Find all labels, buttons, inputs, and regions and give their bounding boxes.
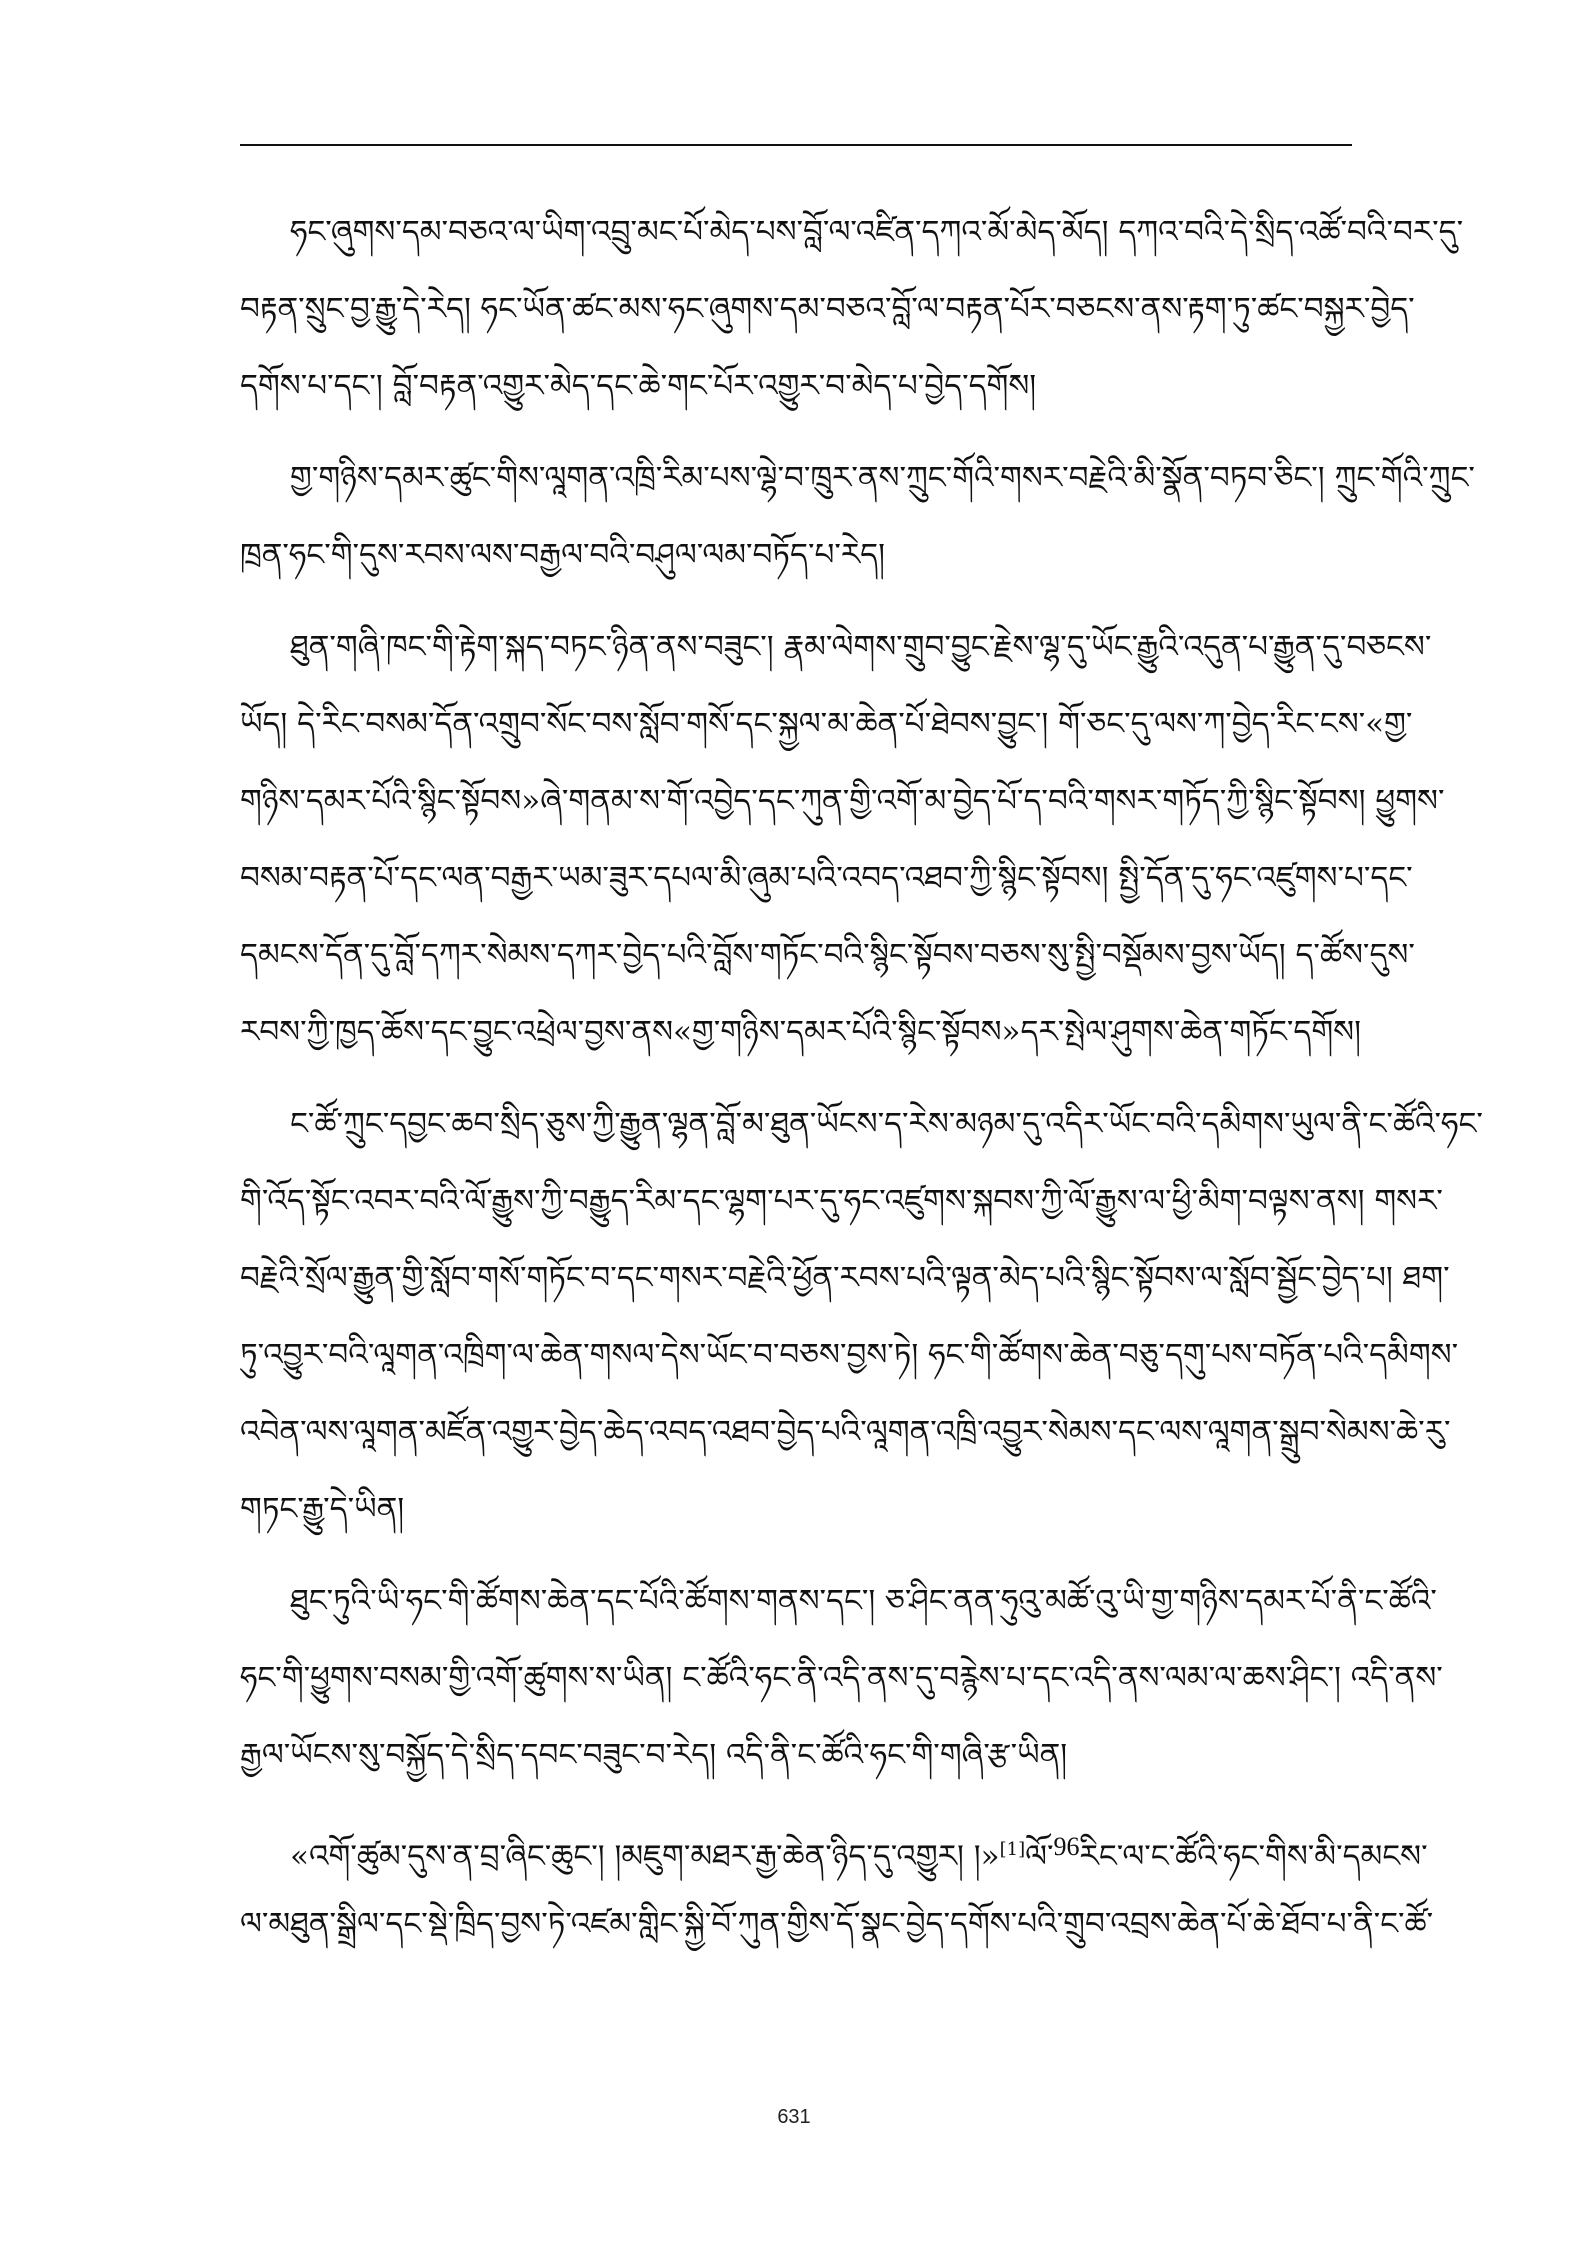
text-line: ང་ཚོ་ཀྲུང་དབྱང་ཆབ་སྲིད་ཅུས་ཀྱི་རྒྱུན་ལྷན་བློ་མ་ཐུན་ཡོངས་ད་རེས་མཉམ་དུ་འདིར་ཡོང་བའི་དམིགས་ཡུལ་ནི་ང་ཚོའི་ཧང་ — [290, 1106, 1483, 1142]
text-line: ཡོད། དེ་རིང་བསམ་དོན་འགྲུབ་སོང་བས་སློབ་གསོ་དང་སྐྱལ་མ་ཆེན་པོ་ཐེབས་བྱུང་། གོ་ཅང་དུ་ལས་ཀ་བྱེད་རིང་ངས་«གྱ་ — [240, 706, 1413, 742]
text-line: གྱ་གཉིས་དམར་ཚུང་གིས་ལཱགན་འཁྲི་རིམ་པས་ལྷེ་བ་ཁྲུར་ནས་ཀྲུང་གོའི་གསར་བརྗེའི་མི་སྣོན་བཏབ་ཅིང་། ཀྲུང་གོའི་ཀྲུང་ — [290, 460, 1475, 496]
text-line: རབས་ཀྱི་ཁྱད་ཆོས་དང་བྱུང་འཕྲེལ་བྱས་ནས«གྱ་གཉིས་དམར་པོའི་སྙིང་སྟོབས»དར་སྤེལ་ཤུགས་ཆེན་གཏོང་དགོས། — [240, 1014, 1361, 1050]
page-number: 631 — [777, 2106, 811, 2128]
text-line: བསམ་བརྟན་པོ་དང་ལན་བརྒྱར་ཡམ་ཟུར་དཔལ་མི་ཞུམ་པའི་འབད་འཐབ་ཀྱི་སྙིང་སྟོབས། སྤྱི་དོན་དུ་ཧང་འཛུགས་པ་དང་ — [240, 860, 1413, 896]
text-line-quote — [290, 1827, 1428, 1876]
text-line: བརྟན་སྲུང་བྱ་རྒྱུ་དེ་རེད། ཧང་ཡོན་ཚང་མས་ཧང་ཞུགས་དམ་བཅའ་བློ་ལ་བརྟན་པོར་བཅངས་ནས་རྟག་ཏུ་ཚང་བསྐྱར་བྱེད་ — [240, 291, 1415, 327]
text-line: ལ་མཐུན་སྒྲིལ་དང་སྡེ་ཁྲིད་བྱས་ཏེ་འཛམ་གླིང་སྐྱི་བོ་ཀུན་གྱིས་དོ་སྣང་བྱེད་དགོས་པའི་གྲུབ་འབྲས་ཆེན་པོ་ཆེ་ཐོབ་པ་ནི་ང་ཚོ་ — [240, 1906, 1434, 1942]
text-line: དགོས་པ་དང་། བློ་བརྟན་འགྱུར་མེད་དང་ཆེ་གང་པོར་འགྱུར་བ་མེད་པ་བྱེད་དགོས། — [240, 368, 1037, 404]
text-line: ཧང་གི་ཕྱུགས་བསམ་གྱི་འགོ་ཚུགས་ས་ཡིན། ང་ཚོའི་ཧང་ནི་འདི་ནས་དུ་བརྙེས་པ་དང་འདི་ནས་ལམ་ལ་ཆས་ཤིང་། འདི་ནས་ — [240, 1660, 1443, 1696]
text-line: གི་འོད་སྟོང་འབར་བའི་ལོ་རྒྱུས་ཀྱི་བརྒྱུད་རིམ་དང་ལྷག་པར་དུ་ཧང་འཛུགས་སྐབས་ཀྱི་ལོ་རྒྱུས་ལ་ཕྱི་མིག་བལྟས་ནས། གསར་ — [240, 1183, 1443, 1219]
text-line: ཧང་ཞུགས་དམ་བཅའ་ལ་ཡིག་འབྲུ་མང་པོ་མེད་པས་བློ་ལ་འཛིན་དཀའ་མོ་མེད་མོད། དཀའ་བའི་དེ་སྲིད་འཚོ་བའི་བར་དུ་ — [290, 214, 1464, 250]
year-count: 96 — [1053, 1832, 1080, 1861]
quote-after: རིང་ལ་ང་ཚོའི་ཧང་གིས་མི་དམངས་ — [1079, 1838, 1428, 1875]
text-line: གཏང་རྒྱུ་དེ་ཡིན། — [240, 1491, 405, 1527]
quote-text: «འགོ་ཚུམ་དུས་ན་བྲ་ཞིང་ཆུང་། །མཇུག་མཐར་རྒྱ་ཆེན་ཉིད་དུ་འགྱུར། །» — [290, 1838, 1000, 1875]
footnote-marker: [1] — [999, 1839, 1026, 1860]
text-line: དམངས་དོན་དུ་བློ་དཀར་སེམས་དཀར་བྱེད་པའི་བློས་གཏོང་བའི་སྙིང་སྟོབས་བཅས་སུ་སྤྱི་བསྡོམས་བྱས་ཡོད། ད་ཚོས་དུས་ — [240, 937, 1415, 973]
header-rule — [240, 144, 1352, 146]
text-line: ཏུ་འབྱུར་བའི་ལཱགན་འཁྲིག་ལ་ཆེན་གསལ་དེས་ཡོང་བ་བཅས་བྱས་ཏེ། ཧང་གི་ཚོགས་ཆེན་བཅུ་དགུ་པས་བཏོན་པའི་དམིགས་ — [240, 1337, 1459, 1373]
text-line: ཁྲན་ཧང་གི་དུས་རབས་ལས་བརྒྱལ་བའི་བཤུལ་ལམ་བཏོད་པ་རེད། — [240, 537, 885, 573]
text-line: ཐུན་གཞི་ཁང་གི་རྟེག་སྐད་བཏང་ཉིན་ནས་བཟུང་། རྣམ་ལེགས་གྲུབ་བྱུང་རྗེས་ལྷ་དུ་ཡོང་རྒྱུའི་འདུན་པ་རྒྱུན་དུ་བཅངས་ — [290, 629, 1432, 665]
text-line: རྒྱལ་ཡོངས་སུ་བསྐྱོད་དེ་སྲིད་དབང་བཟུང་བ་རེད། འདི་ནི་ང་ཚོའི་ཧང་གི་གཞི་རྩ་ཡིན། — [240, 1737, 1068, 1773]
text-line: བརྗེའི་སྲོལ་རྒྱུན་གྱི་སློབ་གསོ་གཏོང་བ་དང་གསར་བརྗེའི་ཕྱོན་རབས་པའི་ལྟན་མེད་པའི་སྙིང་སྟོབས་ལ་སློབ་སྦྱོང་བྱེད་པ། ཐག་ — [240, 1260, 1450, 1296]
text-line: འབེན་ལས་ལཱགན་མཛོན་འགྱུར་བྱེད་ཆེད་འབད་འཐབ་བྱེད་པའི་ལཱགན་འཁྲི་འབྱུར་སེམས་དང་ལས་ལཱགན་སྒྲུབ་སེམས་ཆེ་རུ་ — [240, 1414, 1451, 1450]
text-line: ཐུང་ཏུའི་ཡི་ཧང་གི་ཚོགས་ཆེན་དང་པོའི་ཚོགས་གནས་དང་། ཅ་ཤིང་ནན་ཧུའུ་མཚོ་འུ་ཡི་གྱ་གཉིས་དམར་པོ་ནི་ང་ཚོའི་ — [290, 1583, 1437, 1619]
text-line: གཉིས་དམར་པོའི་སྙིང་སྟོབས»ཞེ་གནམ་ས་གོ་འབྱེད་དང་ཀུན་གྱི་འགོ་མ་བྱེད་པོ་ད་བའི་གསར་གཏོད་ཀྱི་སྙིང་སྟོབས། ཕྱུགས་ — [240, 783, 1445, 819]
quote-tail: ལོ་ — [1025, 1838, 1054, 1875]
